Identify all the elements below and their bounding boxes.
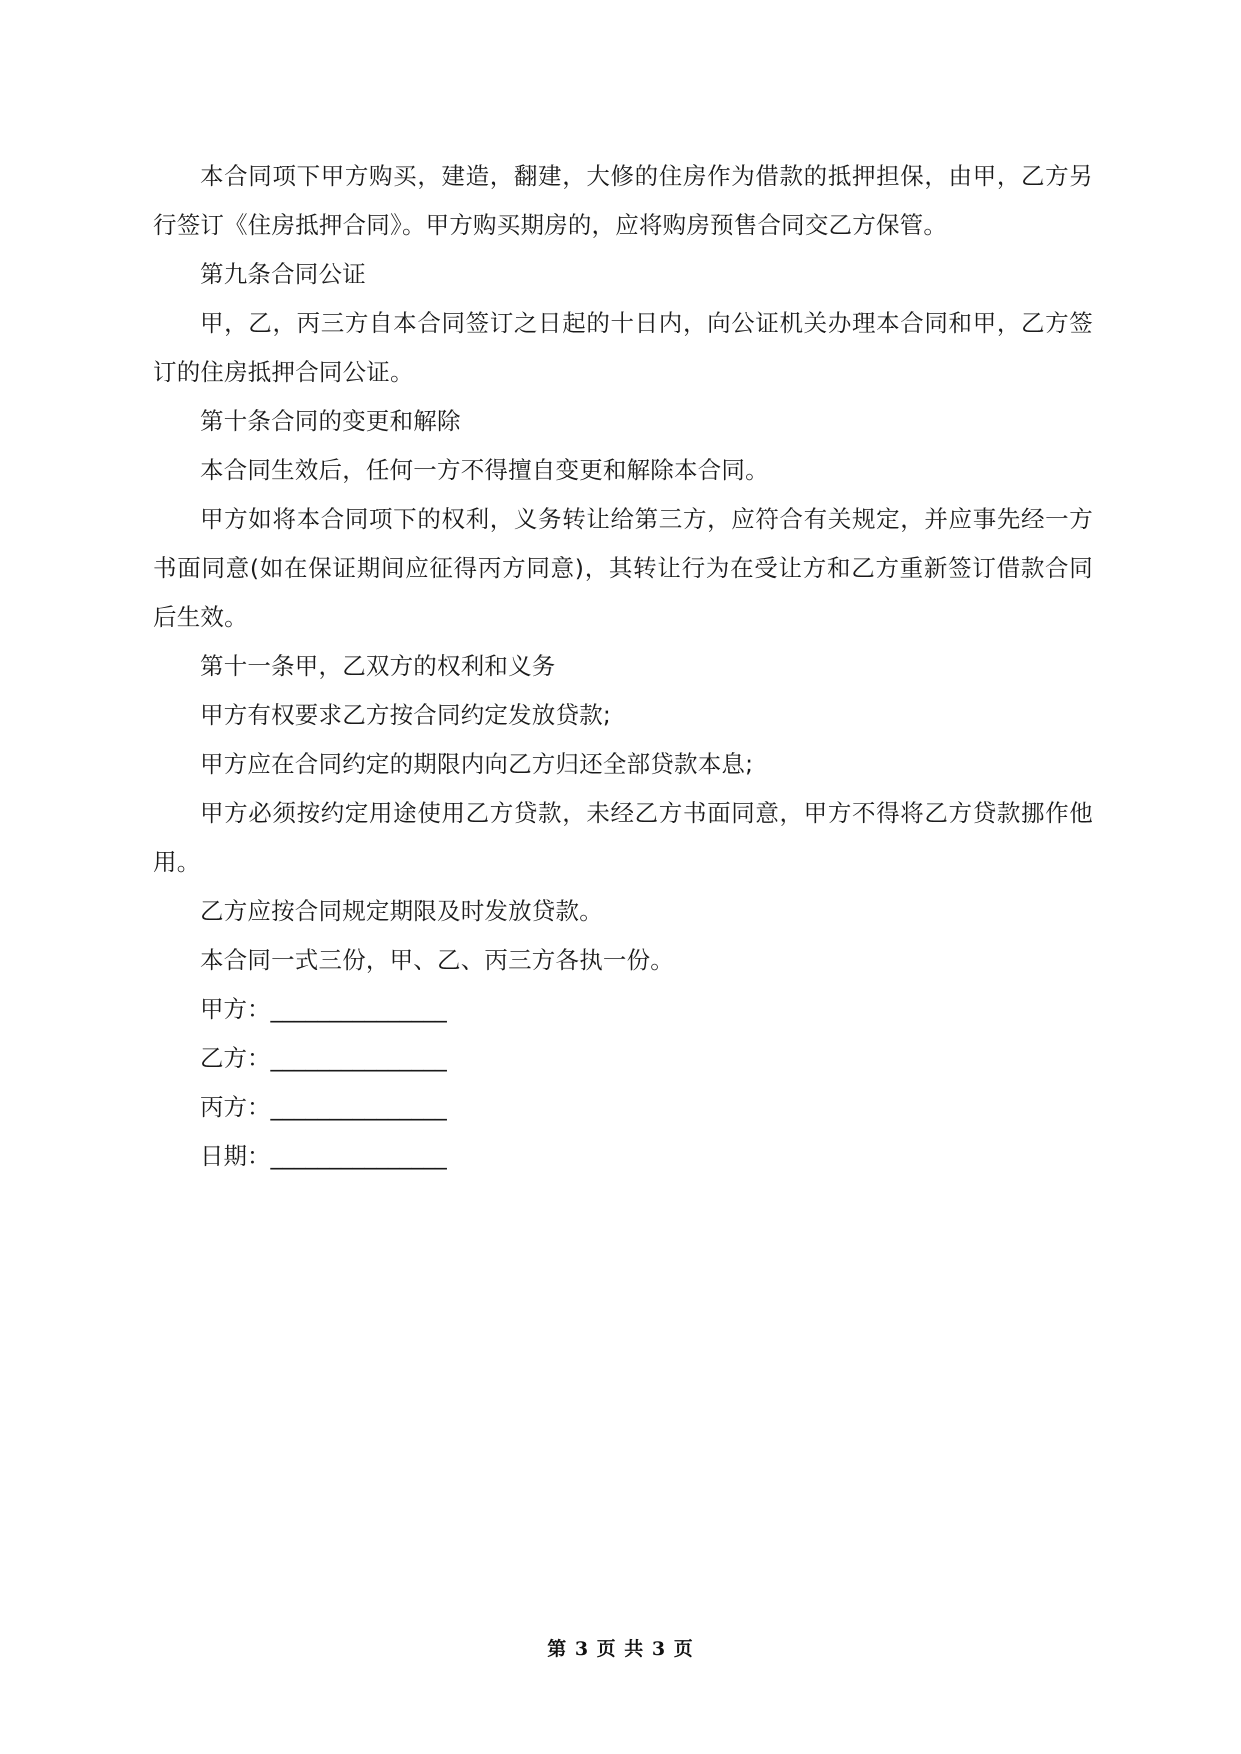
signature-label: 甲方：: [200, 995, 271, 1023]
paragraph-mortgage-guarantee: 本合同项下甲方购买，建造，翻建，大修的住房作为借款的抵押担保，由甲，乙方另行签订《住房抵押合同》。甲方购买期房的，应将购房预售合同交乙方保管。: [153, 162, 1093, 239]
signature-label: 丙方：: [200, 1093, 271, 1121]
signature-label: 乙方：: [200, 1044, 271, 1072]
heading-article-9: 第九条合同公证: [200, 260, 366, 288]
signature-date: [153, 1132, 1093, 1181]
paragraph-party-b-obligation: 乙方应按合同规定期限及时发放贷款。: [200, 897, 603, 925]
signature-blank: _______________: [270, 1093, 447, 1121]
paragraph-party-a-right: 甲方有权要求乙方按合同约定发放贷款;: [200, 701, 612, 729]
heading-article-11: 第十一条甲，乙双方的权利和义务: [200, 652, 556, 680]
paragraph-no-unilateral-change: 本合同生效后，任何一方不得擅自变更和解除本合同。: [200, 456, 769, 484]
signature-blank: _______________: [270, 1142, 447, 1170]
signature-blank: _______________: [270, 1044, 447, 1072]
document-body: [153, 152, 1093, 1181]
heading-article-10: 第十条合同的变更和解除: [200, 407, 461, 435]
signature-label: 日期：: [200, 1142, 271, 1170]
paragraph-notarization: 甲，乙，丙三方自本合同签订之日起的十日内，向公证机关办理本合同和甲，乙方签订的住房抵押合同公证。: [153, 309, 1093, 386]
paragraph-party-a-usage: 甲方必须按约定用途使用乙方贷款，未经乙方书面同意，甲方不得将乙方贷款挪作他用。: [153, 799, 1093, 876]
paragraph-copies: 本合同一式三份，甲、乙、丙三方各执一份。: [200, 946, 674, 974]
page-number-footer: 第 3 页 共 3 页: [547, 1638, 694, 1660]
signature-party-a: [153, 985, 1093, 1034]
signature-blank: _______________: [270, 995, 447, 1023]
paragraph-transfer-rights: 甲方如将本合同项下的权利，义务转让给第三方，应符合有关规定，并应事先经一方书面同意(如在保证期间应征得丙方同意)，其转让行为在受让方和乙方重新签订借款合同后生效。: [153, 505, 1093, 631]
paragraph-party-a-repay: 甲方应在合同约定的期限内向乙方归还全部贷款本息;: [200, 750, 754, 778]
signature-party-b: [153, 1034, 1093, 1083]
signature-party-c: [153, 1083, 1093, 1132]
